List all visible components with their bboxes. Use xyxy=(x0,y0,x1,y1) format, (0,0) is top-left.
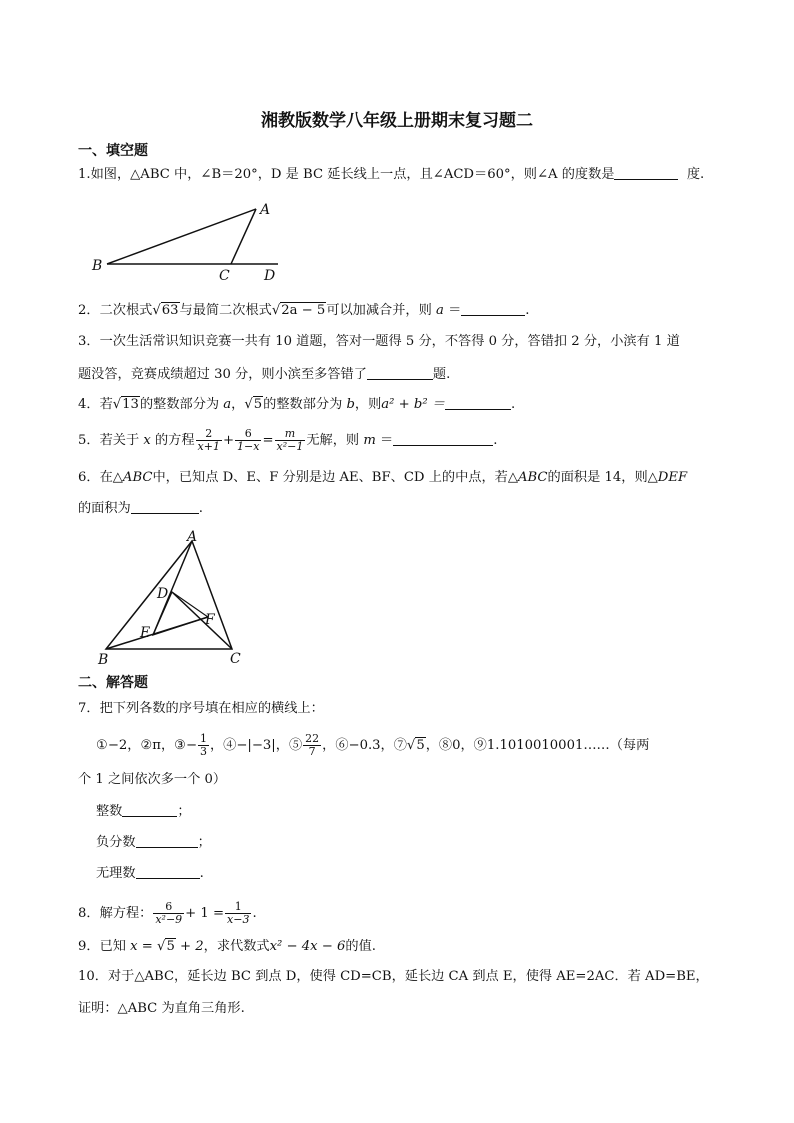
q2-var-a: a xyxy=(436,303,444,318)
q1-answer-blank[interactable] xyxy=(614,165,678,180)
q9-expr-x: x = xyxy=(130,939,158,954)
q9-expression: x² − 4x − 6 xyxy=(269,939,346,954)
q7-text: 把下列各数的序号填在相应的横线上： xyxy=(99,701,324,716)
q10-number: 10． xyxy=(78,969,108,984)
question-3-line-2 xyxy=(78,365,450,385)
q7-number-list xyxy=(96,733,649,758)
q4-text-2: 的整数部分为 xyxy=(139,397,220,412)
question-6-line-2 xyxy=(78,499,203,519)
question-1 xyxy=(78,165,704,185)
q5-answer-blank[interactable] xyxy=(393,431,493,446)
label-b: B xyxy=(92,258,103,274)
q2-equals: ＝ xyxy=(448,303,462,318)
q5-text-2: 的方程 xyxy=(154,433,195,448)
question-4 xyxy=(78,395,515,415)
q7-text-2: 个 1 之间依次多一个 0） xyxy=(78,772,227,787)
q3-text-1: 一次生活常识知识竞赛一共有 10 道题，答对一题得 5 分，不答得 0 分，答错扣 2 分，小滨有 1 道 xyxy=(99,334,680,349)
question-10-line-2 xyxy=(78,999,245,1019)
q7-label-integers: 整数 xyxy=(96,804,123,819)
q3-tail: 题. xyxy=(432,367,451,382)
label-a: A xyxy=(260,202,271,218)
label-a: A xyxy=(187,529,198,545)
q6-number: 6． xyxy=(78,470,100,485)
q5-plus: + xyxy=(222,433,235,448)
label-b: B xyxy=(98,652,109,668)
q5-equals-2: ＝ xyxy=(380,433,394,448)
question-5 xyxy=(78,428,497,453)
q5-var-m: m xyxy=(363,433,376,448)
q8-number: 8． xyxy=(78,906,100,921)
figure-2-triangle xyxy=(90,525,260,670)
q9-expr-plus2: + 2 xyxy=(175,939,204,954)
radical-sqrt5: √5 xyxy=(157,939,175,954)
q5-equals: = xyxy=(262,433,274,448)
q7-integers-blank[interactable] xyxy=(122,802,177,817)
q5-fraction-2: $\frac{6}{1-x}$ xyxy=(237,427,260,453)
question-7 xyxy=(78,699,324,719)
q2-text-3: 可以加减合并，则 xyxy=(326,303,432,318)
q2-radicand-1: 63 xyxy=(161,303,179,318)
radical-sqrt13: √13 xyxy=(112,397,139,412)
q4-expression: a² + b² ＝ xyxy=(381,397,445,412)
radical-sqrt2a-5: √2a − 5 xyxy=(271,303,326,318)
q2-answer-blank[interactable] xyxy=(461,301,525,316)
line-ba xyxy=(107,209,256,264)
q7-irrationals: 无理数 . xyxy=(96,866,204,881)
q4-end: . xyxy=(511,397,516,412)
q7-label-neg-fractions: 负分数 xyxy=(96,835,136,850)
label-d: D xyxy=(157,586,169,602)
q6-text-1: 在△ xyxy=(99,470,123,485)
question-9 xyxy=(78,937,376,957)
q1-text: 如图，△ABC 中，∠B＝20°，D 是 BC 延长线上一点，且∠ACD＝60°，则∠A 的度数是 xyxy=(90,167,615,182)
q7-number: 7． xyxy=(78,701,100,716)
q5-fraction-3: $\frac{m}{\text{x²−1}}$ xyxy=(276,427,304,453)
q10-text-2: 证明：△ABC 为直角三角形. xyxy=(78,1001,245,1016)
q8-text: 解方程： xyxy=(99,906,153,921)
radical-sqrt5: √5 xyxy=(406,738,425,753)
q5-end: . xyxy=(493,433,498,448)
q7-items-2: ，④−|−3|，⑤ xyxy=(210,738,303,753)
line-cd xyxy=(172,592,232,649)
figure-1-triangle xyxy=(88,198,288,286)
label-c: C xyxy=(230,651,241,667)
q6-text-4: 的面积为 xyxy=(78,501,131,516)
q5-text-3: 无解，则 xyxy=(306,433,360,448)
q6-triangle-abc: ABC xyxy=(122,470,153,485)
q10-text-1: 对于△ABC，延长边 BC 到点 D，使得 CD=CB，延长边 CA 到点 E，使得 AE=2AC．若 AD=BE， xyxy=(107,969,709,984)
q6-end: . xyxy=(198,501,203,516)
q7-fraction-22-7: $\frac{22}{7}$ xyxy=(305,732,320,758)
q5-fraction-1: $\frac{2}{x+1}$ xyxy=(197,427,220,453)
q8-fraction-1: $\frac{6}{\text{x²−9}}$ xyxy=(155,900,183,926)
q8-fraction-2: $\frac{1}{x-3}$ xyxy=(227,900,250,926)
q6-answer-blank[interactable] xyxy=(131,499,199,514)
page-title: 湘教版数学八年级上册期末复习题二 xyxy=(261,111,533,131)
section-solve: 二、解答题 xyxy=(78,675,148,691)
q2-text-1: 二次根式 xyxy=(99,303,153,318)
question-10-line-1 xyxy=(78,967,709,987)
q7-integers: 整数 ； xyxy=(96,804,191,819)
q3-text-2: 题没答，竞赛成绩超过 30 分，则小滨至多答错了 xyxy=(78,367,367,382)
q4-comma: ， xyxy=(231,397,245,412)
q2-number: 2． xyxy=(78,303,100,318)
q1-tail: 度. xyxy=(686,167,705,182)
label-f: F xyxy=(205,612,215,628)
q5-var-x: x xyxy=(143,433,151,448)
q4-answer-blank[interactable] xyxy=(445,395,511,410)
question-2 xyxy=(78,301,529,321)
q7-negative-fractions: 负分数 ； xyxy=(96,835,211,850)
question-8: 8．解方程： $\frac{6}{\text{x²−9}}$ + 1 = $\frac{1}{x-3}$ . xyxy=(78,900,257,926)
q6-triangle-abc-2: ABC xyxy=(517,470,548,485)
label-e: E xyxy=(140,625,151,641)
radical-sqrt63: √63 xyxy=(152,303,179,318)
q4-text-3: 的整数部分为 xyxy=(263,397,343,412)
q7-items-3: ，⑥−0.3，⑦ xyxy=(322,738,407,753)
q4-radicand-1: 13 xyxy=(122,397,139,412)
q3-number: 3． xyxy=(78,334,100,349)
question-6-line-1 xyxy=(78,468,687,488)
q9-text-2: ，求代数式 xyxy=(203,939,270,954)
q6-triangle-def: DEF xyxy=(657,470,688,485)
q7-neg-fractions-blank[interactable] xyxy=(136,833,198,848)
question-3-line-1 xyxy=(78,332,680,352)
label-d: D xyxy=(264,268,276,284)
radical-sqrt5: √5 xyxy=(244,397,263,412)
q7-irrationals-blank[interactable] xyxy=(136,864,200,879)
q9-number: 9． xyxy=(78,939,100,954)
q7-fraction-1-3: $\frac{1}{3}$ xyxy=(200,732,207,758)
q3-answer-blank[interactable] xyxy=(367,365,433,380)
q7-items-1: ①−2，②π，③− xyxy=(96,738,197,753)
q4-text-1: 若 xyxy=(99,397,113,412)
q7-label-irrationals: 无理数 xyxy=(96,866,136,881)
q2-end: . xyxy=(525,303,530,318)
q4-radicand-2: 5 xyxy=(253,397,263,412)
q1-number: 1. xyxy=(78,167,91,182)
q6-text-2: 中，已知点 D、E、F 分别是边 AE、BF、CD 上的中点，若△ xyxy=(152,470,518,485)
q9-text-3: 的值. xyxy=(345,939,376,954)
q7-items-4: ，⑧0，⑨1.1010010001……（每两 xyxy=(425,738,650,753)
q2-text-2: 与最简二次根式 xyxy=(179,303,272,318)
q2-radicand-2: 2a − 5 xyxy=(281,303,326,318)
q5-text-1: 若关于 xyxy=(99,433,140,448)
q4-var-a: a xyxy=(223,397,232,412)
q5-number: 5． xyxy=(78,433,100,448)
q4-var-b: b xyxy=(346,397,355,412)
q8-plus-one: + 1 = xyxy=(185,906,225,921)
label-c: C xyxy=(219,268,230,284)
q7-line-2 xyxy=(78,770,226,790)
section-fill-blank: 一、填空题 xyxy=(78,143,148,159)
q4-number: 4． xyxy=(78,397,100,412)
q4-text-4: ，则 xyxy=(354,397,382,412)
q6-text-3: 的面积是 14，则△ xyxy=(547,470,658,485)
q9-text-1: 已知 xyxy=(99,939,126,954)
